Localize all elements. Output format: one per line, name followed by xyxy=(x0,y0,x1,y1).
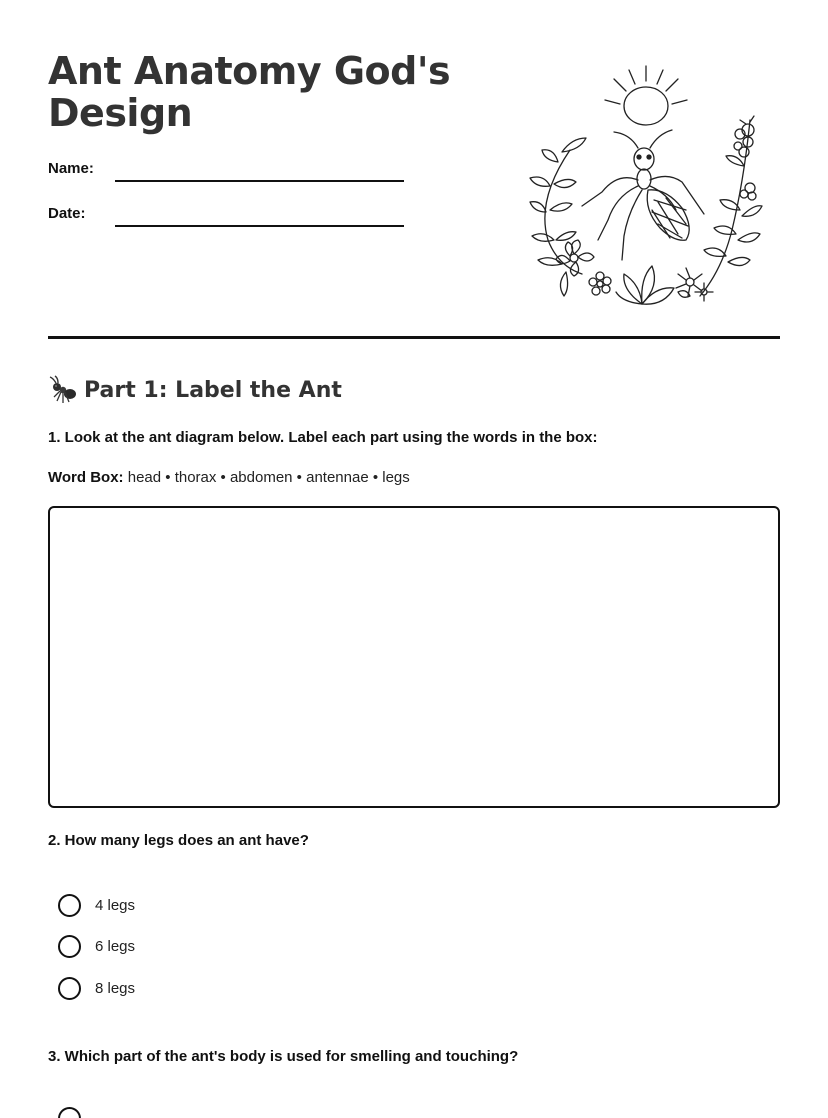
ant-diagram-box[interactable] xyxy=(48,506,780,808)
name-label: Name: xyxy=(48,160,94,177)
q2-option[interactable] xyxy=(58,976,135,1000)
radio-button[interactable] xyxy=(58,894,81,917)
date-line[interactable] xyxy=(115,225,404,227)
radio-button[interactable] xyxy=(58,977,81,1000)
date-label: Date: xyxy=(48,205,86,222)
worksheet-title: Ant Anatomy God's Design xyxy=(48,49,451,135)
name-line[interactable] xyxy=(115,180,404,182)
q3-option[interactable] xyxy=(58,1106,95,1118)
part1-heading xyxy=(48,374,342,406)
question-1: 1. Look at the ant diagram below. Label each part using the words in the box: xyxy=(48,429,598,446)
part1-title: Part 1: Label the Ant xyxy=(84,377,342,403)
question-3: 3. Which part of the ant's body is used for smelling and touching? xyxy=(48,1048,519,1065)
word-box-label: Word Box: xyxy=(48,469,124,486)
ant-illustration xyxy=(518,60,768,310)
name-field[interactable] xyxy=(48,160,408,184)
ant-emoji-icon xyxy=(48,375,78,405)
option-label: 6 legs xyxy=(95,937,136,955)
q2-option[interactable] xyxy=(58,934,135,958)
q2-option[interactable] xyxy=(58,893,135,917)
question-2: 2. How many legs does an ant have? xyxy=(48,832,309,849)
date-field[interactable] xyxy=(48,205,408,229)
word-box xyxy=(48,469,410,486)
radio-button[interactable] xyxy=(58,935,81,958)
option-label: 8 legs xyxy=(95,979,136,997)
radio-button[interactable] xyxy=(58,1107,81,1118)
word-box-words: head • thorax • abdomen • antennae • legs xyxy=(127,469,410,486)
section-divider xyxy=(48,336,780,339)
option-label: 4 legs xyxy=(95,896,136,914)
